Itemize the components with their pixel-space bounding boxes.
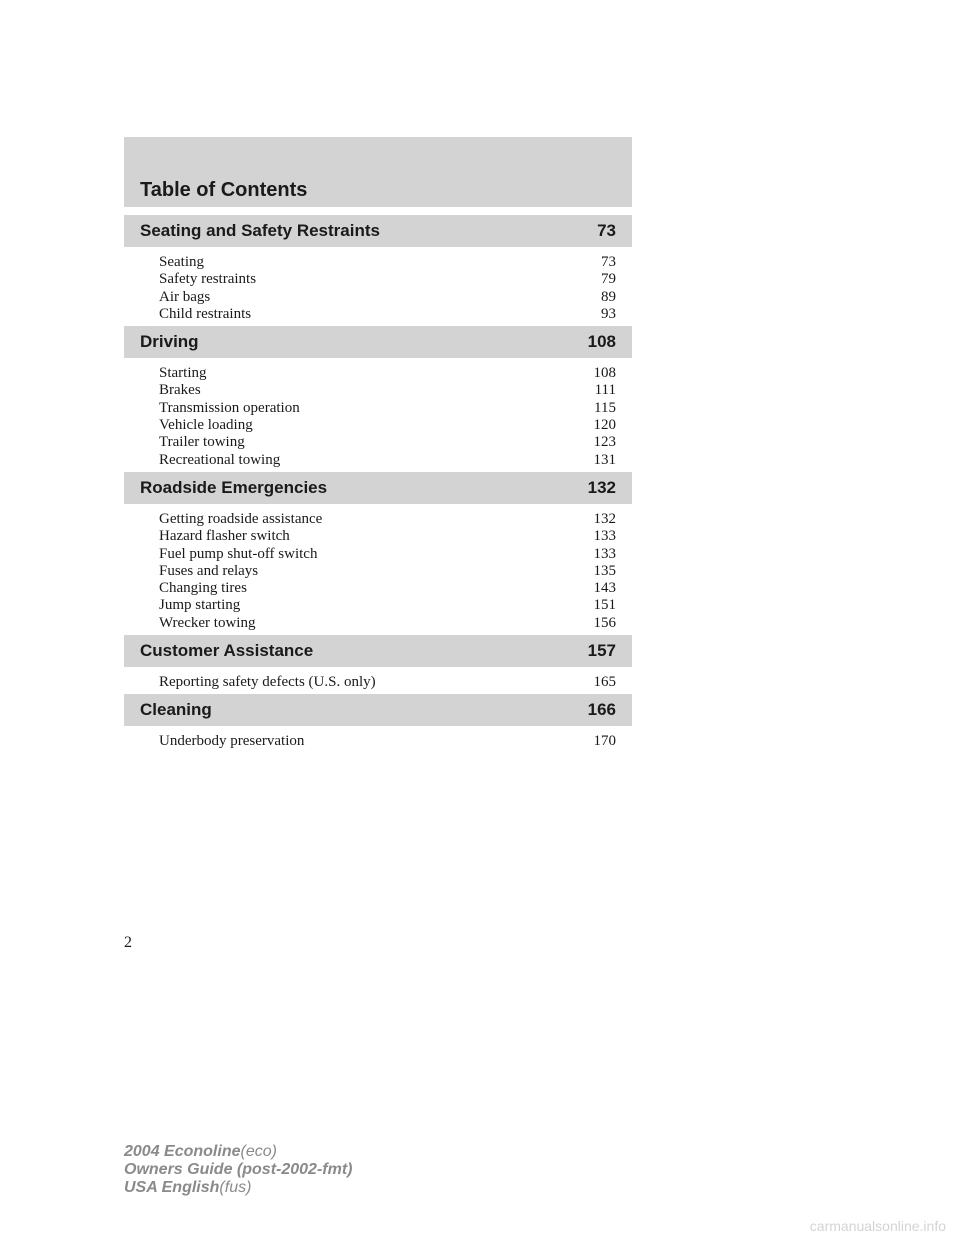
- footer-line-language: [124, 1179, 352, 1197]
- watermark: carmanualsonline.info: [809, 1218, 946, 1234]
- entry-label: Getting roadside assistance: [159, 510, 323, 527]
- toc-entry[interactable]: [159, 546, 616, 563]
- entry-label: Fuel pump shut-off switch: [159, 545, 318, 562]
- entry-label: Seating: [159, 254, 204, 270]
- entry-page: 165: [593, 674, 616, 691]
- footer-model: 2004 Econoline: [124, 1143, 241, 1160]
- section-title: Seating and Safety Restraints: [140, 221, 380, 240]
- entry-label: Jump starting: [159, 597, 241, 614]
- page-title: Table of Contents: [140, 179, 308, 201]
- toc-entry[interactable]: [159, 382, 616, 399]
- entry-label: Starting: [159, 365, 207, 382]
- entry-page: 79: [601, 271, 616, 288]
- page-number: 2: [124, 934, 132, 951]
- section-page: 166: [587, 700, 616, 720]
- section-header[interactable]: [124, 215, 632, 247]
- document-footer: [124, 1143, 352, 1197]
- entry-label: Recreational towing: [159, 451, 281, 468]
- toc-entry[interactable]: [159, 434, 616, 451]
- entry-page: 143: [593, 580, 616, 597]
- section-entries: [124, 365, 632, 469]
- toc-entry[interactable]: [159, 289, 616, 306]
- entry-label: Transmission operation: [159, 399, 300, 416]
- toc-entry[interactable]: [159, 306, 616, 323]
- toc-entry[interactable]: [159, 365, 616, 382]
- toc-entry[interactable]: [159, 271, 616, 288]
- entry-page: 156: [593, 614, 616, 631]
- entry-label: Brakes: [159, 382, 201, 399]
- entry-label: Wrecker towing: [159, 614, 256, 631]
- entry-page: 133: [593, 545, 616, 562]
- entry-label: Vehicle loading: [159, 417, 253, 434]
- toc-entry[interactable]: [159, 254, 616, 271]
- footer-language-code: (fus): [219, 1179, 252, 1196]
- entry-page: 170: [593, 733, 616, 750]
- entry-label: Underbody preservation: [159, 733, 305, 750]
- section-header[interactable]: [124, 694, 632, 726]
- section-header[interactable]: [124, 472, 632, 504]
- toc-entry[interactable]: [159, 597, 616, 614]
- toc-entry[interactable]: [159, 417, 616, 434]
- toc-entry[interactable]: [159, 615, 616, 632]
- entry-page: 132: [593, 510, 616, 527]
- section-page: 157: [587, 641, 616, 661]
- entry-label: Safety restraints: [159, 271, 257, 288]
- section-page: 132: [587, 477, 616, 497]
- section-page: 73: [597, 221, 616, 240]
- toc-entry[interactable]: [159, 528, 616, 545]
- entry-label: Trailer towing: [159, 434, 245, 451]
- entry-label: Changing tires: [159, 580, 247, 597]
- entry-label: Reporting safety defects (U.S. only): [159, 674, 376, 691]
- footer-line-guide: [124, 1161, 352, 1179]
- section-entries: [124, 733, 632, 750]
- entry-page: 93: [601, 305, 616, 322]
- toc-entry[interactable]: [159, 733, 616, 750]
- toc-entry[interactable]: [159, 400, 616, 417]
- section-header[interactable]: [124, 635, 632, 667]
- entry-page: 135: [593, 562, 616, 579]
- toc-entry[interactable]: [159, 563, 616, 580]
- section-entries: [124, 511, 632, 632]
- entry-page: 115: [594, 399, 616, 416]
- section-header[interactable]: [124, 326, 632, 358]
- entry-page: 73: [601, 254, 616, 270]
- entry-page: 133: [593, 528, 616, 545]
- section-entries: [124, 674, 632, 691]
- section-entries: [124, 254, 632, 323]
- entry-label: Air bags: [159, 288, 211, 305]
- toc-entry[interactable]: [159, 674, 616, 691]
- entry-label: Child restraints: [159, 305, 252, 322]
- footer-line-model: [124, 1143, 352, 1161]
- entry-page: 111: [594, 382, 616, 399]
- footer-guide: Owners Guide (post-2002-fmt): [124, 1161, 353, 1178]
- section-page: 108: [587, 332, 616, 352]
- section-title: Customer Assistance: [140, 641, 314, 661]
- footer-language: USA English: [124, 1179, 220, 1196]
- section-title: Roadside Emergencies: [140, 477, 328, 497]
- toc-entry[interactable]: [159, 580, 616, 597]
- section-title: Driving: [140, 332, 199, 352]
- entry-page: 123: [593, 434, 616, 451]
- entry-page: 108: [593, 365, 616, 382]
- entry-label: Hazard flasher switch: [159, 528, 290, 545]
- section-title: Cleaning: [140, 700, 212, 720]
- table-of-contents: [124, 215, 632, 754]
- entry-label: Fuses and relays: [159, 562, 259, 579]
- entry-page: 131: [593, 451, 616, 468]
- header-band: [124, 137, 632, 207]
- entry-page: 89: [601, 288, 616, 305]
- toc-entry[interactable]: [159, 511, 616, 528]
- toc-entry[interactable]: [159, 452, 616, 469]
- entry-page: 120: [593, 417, 616, 434]
- entry-page: 151: [593, 597, 616, 614]
- footer-model-code: (eco): [240, 1143, 277, 1160]
